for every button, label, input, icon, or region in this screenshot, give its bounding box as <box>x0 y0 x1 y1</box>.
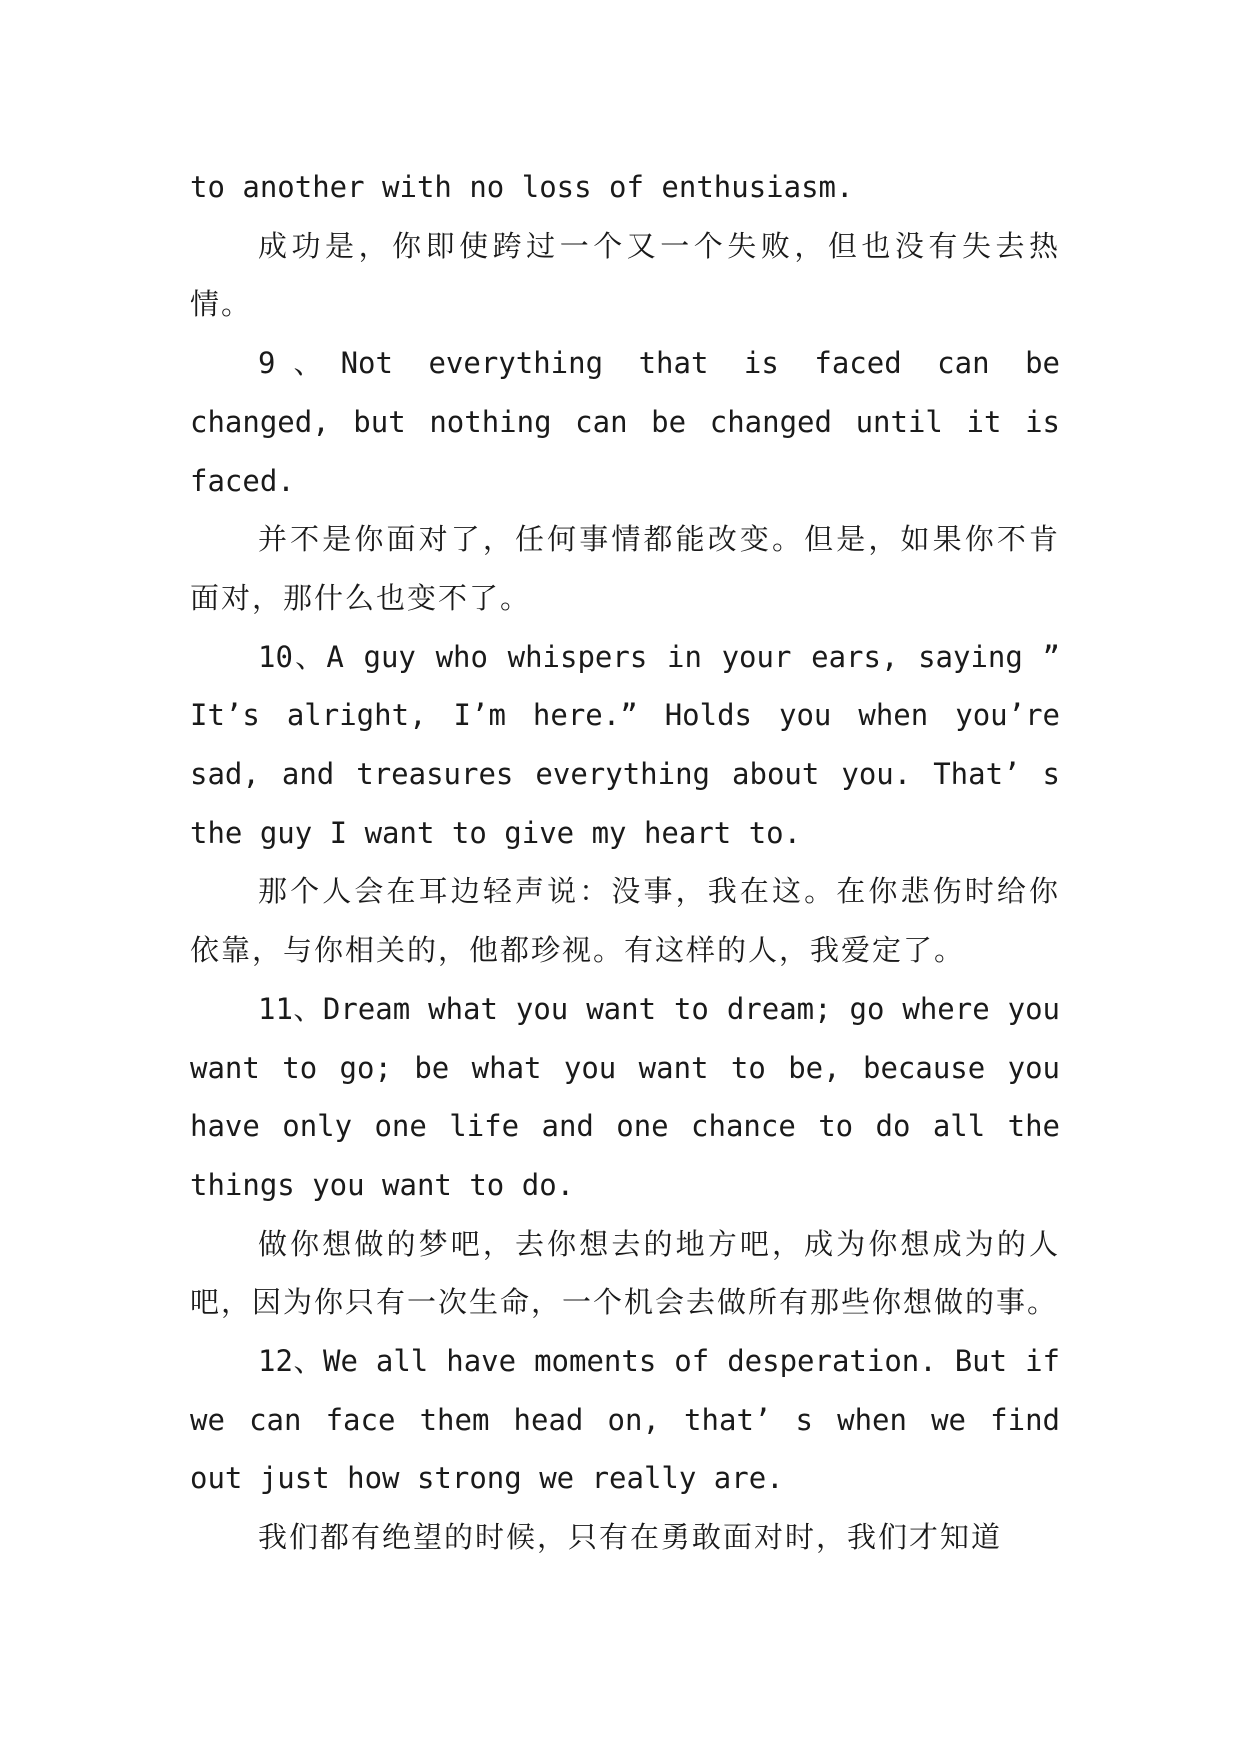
document-body <box>190 158 1060 1567</box>
paragraph-en-quote-10: 10、A guy who whispers in your ears, saying ” It’s alright, I’m here.” Holds you when you’re sad, and treasures everything about you. That’ s the guy I want to give my heart to. <box>190 639 1060 850</box>
paragraph-zh-translation-9: 并不是你面对了，任何事情都能改变。但是，如果你不肯面对，那什么也变不了。 <box>190 522 1060 615</box>
paragraph-en-quote-9: 9、Not everything that is faced can be changed, but nothing can be changed until it is faced. <box>190 346 1060 498</box>
paragraph-en-continuation: to another with no loss of enthusiasm. <box>190 170 854 204</box>
paragraph-zh-translation-12: 我们都有绝望的时候，只有在勇敢面对时，我们才知道 <box>258 1520 1003 1555</box>
paragraph-zh-translation-10: 那个人会在耳边轻声说：没事，我在这。在你悲伤时给你依靠，与你相关的，他都珍视。有这样的人，我爱定了。 <box>190 874 1060 968</box>
paragraph-zh-translation-11: 做你想做的梦吧，去你想去的地方吧，成为你想成为的人吧，因为你只有一次生命，一个机会去做所有那些你想做的事。 <box>190 1226 1060 1320</box>
paragraph-en-quote-11: 11、Dream what you want to dream; go where you want to go; be what you want to be, because you have only one life and one chance to do all the things you want to do. <box>190 991 1060 1202</box>
paragraph-en-quote-12: 12、We all have moments of desperation. But if we can face them head on, that’ s when we find out just how strong we really are. <box>190 1344 1060 1496</box>
paragraph-zh-translation: 成功是，你即使跨过一个又一个失败，但也没有失去热情。 <box>190 228 1060 322</box>
